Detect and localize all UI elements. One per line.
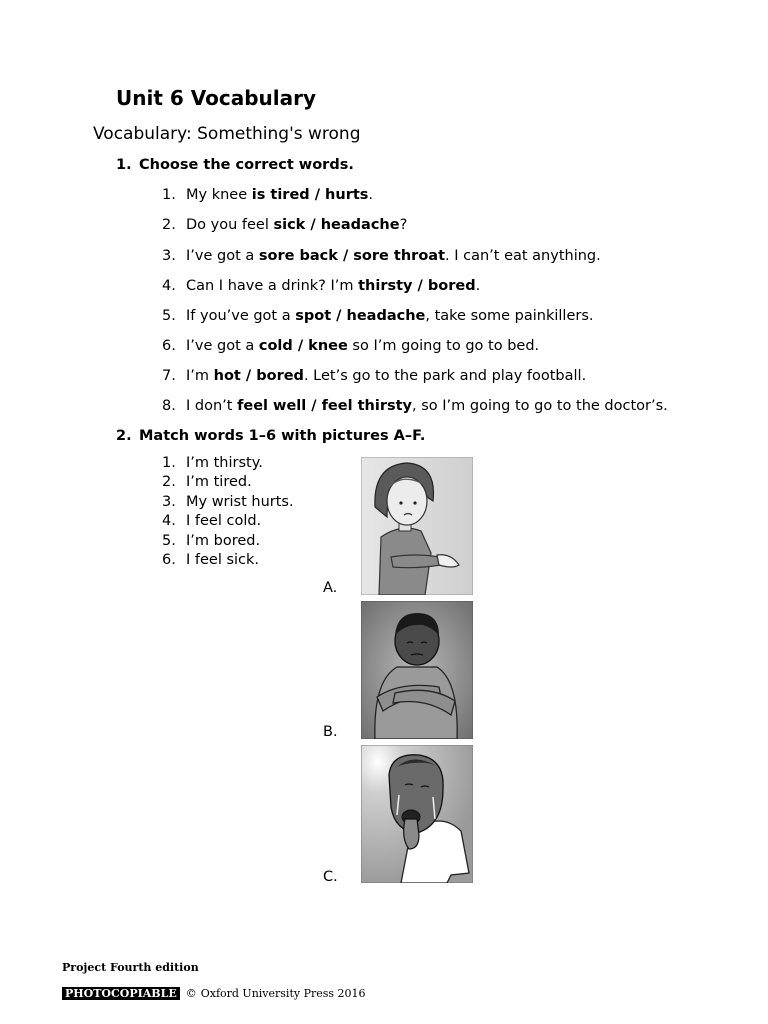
- task-2-item: [162, 552, 259, 568]
- task-1-number: 1.: [116, 157, 132, 173]
- item-number: 3.: [162, 494, 176, 510]
- publisher-text: Oxford University Press 2016: [200, 987, 366, 1000]
- task-1-item: [162, 398, 668, 414]
- item-text-before: My knee: [186, 187, 252, 203]
- picture-c-thirsty: [361, 745, 473, 883]
- item-text: I’m tired.: [186, 474, 252, 490]
- task-2-item: [162, 494, 294, 510]
- task-1-item: [162, 308, 594, 324]
- item-number: 4.: [162, 278, 176, 294]
- item-text-before: I’ve got a: [186, 338, 259, 354]
- item-number: 2.: [162, 217, 176, 233]
- task-1-item: [162, 368, 586, 384]
- page-title: Unit 6 Vocabulary: [116, 86, 317, 110]
- item-choice: thirsty / bored: [358, 278, 476, 294]
- item-text-after: . I can’t eat anything.: [445, 248, 601, 264]
- item-choice: spot / headache: [295, 308, 426, 324]
- item-text: My wrist hurts.: [186, 494, 294, 510]
- item-text: I feel cold.: [186, 513, 262, 529]
- item-text-before: I’m: [186, 368, 214, 384]
- picture-label-a: A.: [323, 580, 338, 596]
- item-number: 6.: [162, 338, 176, 354]
- item-choice: is tired / hurts: [251, 187, 369, 203]
- item-choice: cold / knee: [258, 338, 348, 354]
- task-1-item: [162, 187, 373, 203]
- task-2-item: [162, 474, 252, 490]
- task-2-item: [162, 513, 261, 529]
- task-1-item: [162, 278, 480, 294]
- picture-label-b: B.: [323, 724, 338, 740]
- task-2-number: 2.: [116, 428, 132, 444]
- copyright-symbol: ©: [185, 987, 197, 1000]
- item-number: 5.: [162, 533, 176, 549]
- item-choice: feel well / feel thirsty: [237, 398, 413, 414]
- item-text-after: . Let’s go to the park and play football.: [303, 368, 587, 384]
- item-text: I feel sick.: [186, 552, 260, 568]
- footer-copyright: [62, 987, 366, 1000]
- task-1-item: [162, 338, 539, 354]
- item-text-after: .: [475, 278, 481, 294]
- item-number: 8.: [162, 398, 176, 414]
- item-choice: sick / headache: [273, 217, 400, 233]
- item-text: I’m thirsty.: [186, 455, 263, 471]
- footer-edition: Project Fourth edition: [62, 961, 199, 974]
- item-number: 1.: [162, 455, 176, 471]
- item-text-before: If you’ve got a: [186, 308, 296, 324]
- task-1-instruction: Choose the correct words.: [139, 157, 354, 173]
- item-number: 6.: [162, 552, 176, 568]
- item-text-after: ?: [399, 217, 408, 233]
- picture-a-wrist-hurts: [361, 457, 473, 595]
- task-1-item: [162, 217, 407, 233]
- item-number: 3.: [162, 248, 176, 264]
- task-2-instruction: Match words 1–6 with pictures A–F.: [139, 428, 426, 444]
- task-1-item: [162, 248, 601, 264]
- item-choice: sore back / sore throat: [258, 248, 446, 264]
- item-text-before: Can I have a drink? I’m: [186, 278, 359, 294]
- item-text-after: , take some painkillers.: [425, 308, 594, 324]
- item-text-after: .: [368, 187, 374, 203]
- task-2-item: [162, 533, 260, 549]
- item-number: 4.: [162, 513, 176, 529]
- item-text: I’m bored.: [186, 533, 261, 549]
- photocopiable-badge: PHOTOCOPIABLE: [62, 987, 180, 1000]
- section-subtitle: Vocabulary: Something's wrong: [93, 124, 361, 144]
- item-text-after: so I’m going to go to bed.: [347, 338, 540, 354]
- task-2-item: [162, 455, 263, 471]
- item-number: 5.: [162, 308, 176, 324]
- task-2-heading: [116, 428, 425, 444]
- task-1-heading: [116, 157, 354, 173]
- picture-b-cold: [361, 601, 473, 739]
- item-text-after: , so I’m going to go to the doctor’s.: [412, 398, 668, 414]
- item-number: 7.: [162, 368, 176, 384]
- picture-label-c: C.: [323, 869, 338, 885]
- item-number: 1.: [162, 187, 176, 203]
- item-text-before: I don’t: [186, 398, 238, 414]
- item-text-before: Do you feel: [186, 217, 274, 233]
- item-text-before: I’ve got a: [186, 248, 259, 264]
- item-choice: hot / bored: [213, 368, 304, 384]
- item-number: 2.: [162, 474, 176, 490]
